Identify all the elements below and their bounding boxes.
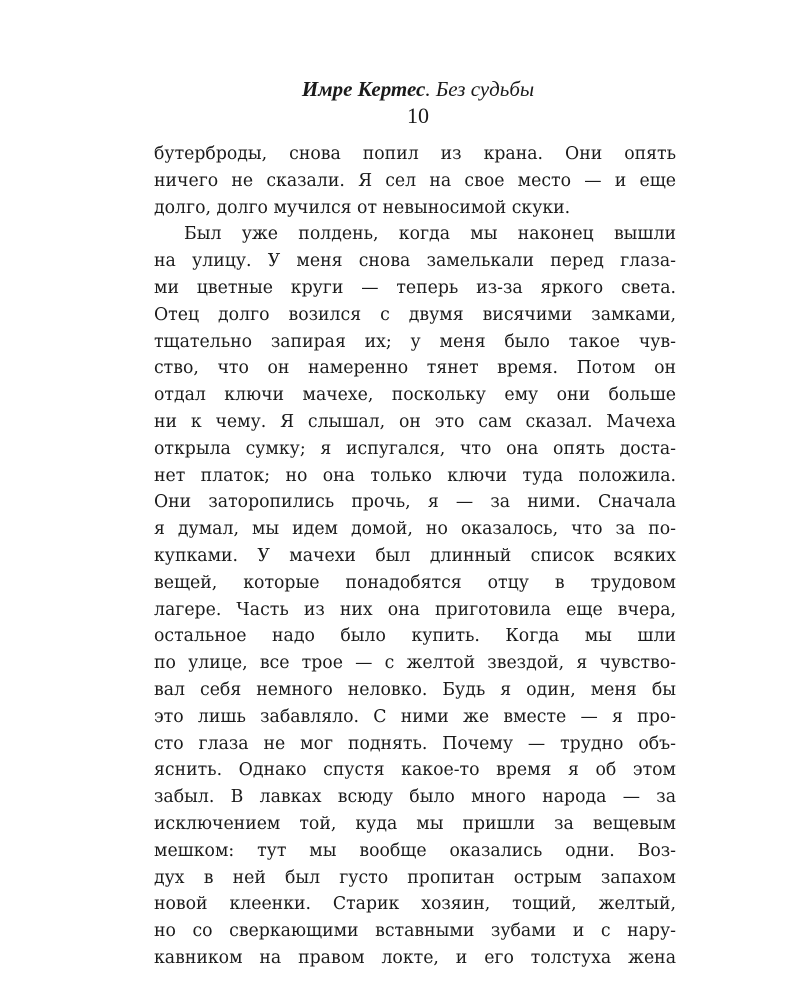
text-line: кавником на правом локте, и его толстуха жена (154, 947, 676, 968)
running-header (0, 76, 800, 102)
text-line: по улице, все трое — с желтой звездой, я чувство- (154, 653, 676, 674)
body-text (154, 141, 676, 972)
text-line: сто глаза не мог поднять. Почему — трудно объ- (154, 733, 676, 754)
text-line: вещей, которые понадобятся отцу в трудовом (154, 572, 676, 593)
page-number: 10 (407, 103, 429, 128)
text-line: остальное надо было купить. Когда мы шли (154, 626, 676, 647)
header-title: Без судьбы (435, 77, 535, 101)
text-line: забыл. В лавках всюду было много народа — за (154, 787, 676, 808)
text-line: исключением той, куда мы пришли за вещевым (154, 813, 676, 834)
text-line: я думал, мы идем домой, но оказалось, что за по- (154, 519, 676, 540)
text-line: новой клеенки. Старик хозяин, тощий, желтый, (154, 894, 676, 915)
text-line: тщательно запирая их; у меня было такое чув- (154, 331, 676, 352)
text-line: отдал ключи мачехе, поскольку ему они больше (154, 385, 676, 406)
text-line: бутерброды, снова попил из крана. Они опять (154, 144, 676, 164)
text-line: Они заторопились прочь, я — за ними. Сначала (154, 492, 676, 513)
text-line: ни к чему. Я слышал, он это сам сказал. Мачеха (154, 411, 676, 432)
text-line: Отец долго возился с двумя висячими замками, (154, 304, 676, 325)
text-line: купками. У мачехи был длинный список всяких (154, 545, 676, 566)
text-line: вал себя немного неловко. Будь я один, меня бы (154, 679, 676, 700)
text-line: ми цветные круги — теперь из-за яркого света. (154, 277, 676, 298)
text-line: ство, что он намеренно тянет время. Потом он (154, 358, 676, 379)
header-author: Имре Кертес (301, 77, 426, 101)
text-line: ничего не сказали. Я сел на свое место — и еще (154, 170, 676, 191)
text-line: долго, долго мучился от невыносимой скуки. (154, 197, 571, 218)
text-line: но со сверкающими вставными зубами и с нару- (154, 921, 676, 942)
text-line: на улицу. У меня снова замелькали перед глаза- (154, 251, 676, 272)
text-line: лагере. Часть из них она приготовила еще вчера, (154, 599, 676, 620)
text-line: мешком: тут мы вообще оказались одни. Воз- (154, 840, 676, 861)
text-line: открыла сумку; я испугался, что она опять доста- (154, 438, 676, 459)
text-line: Был уже полдень, когда мы наконец вышли (184, 224, 676, 245)
text-line: яснить. Однако спустя какое-то время я об этом (154, 760, 676, 781)
text-line: нет платок; но она только ключи туда положила. (154, 465, 676, 486)
text-line: дух в ней был густо пропитан острым запахом (154, 867, 676, 888)
text-line: это лишь забавляло. С ними же вместе — я про- (154, 706, 676, 727)
header-separator: . (425, 77, 436, 101)
